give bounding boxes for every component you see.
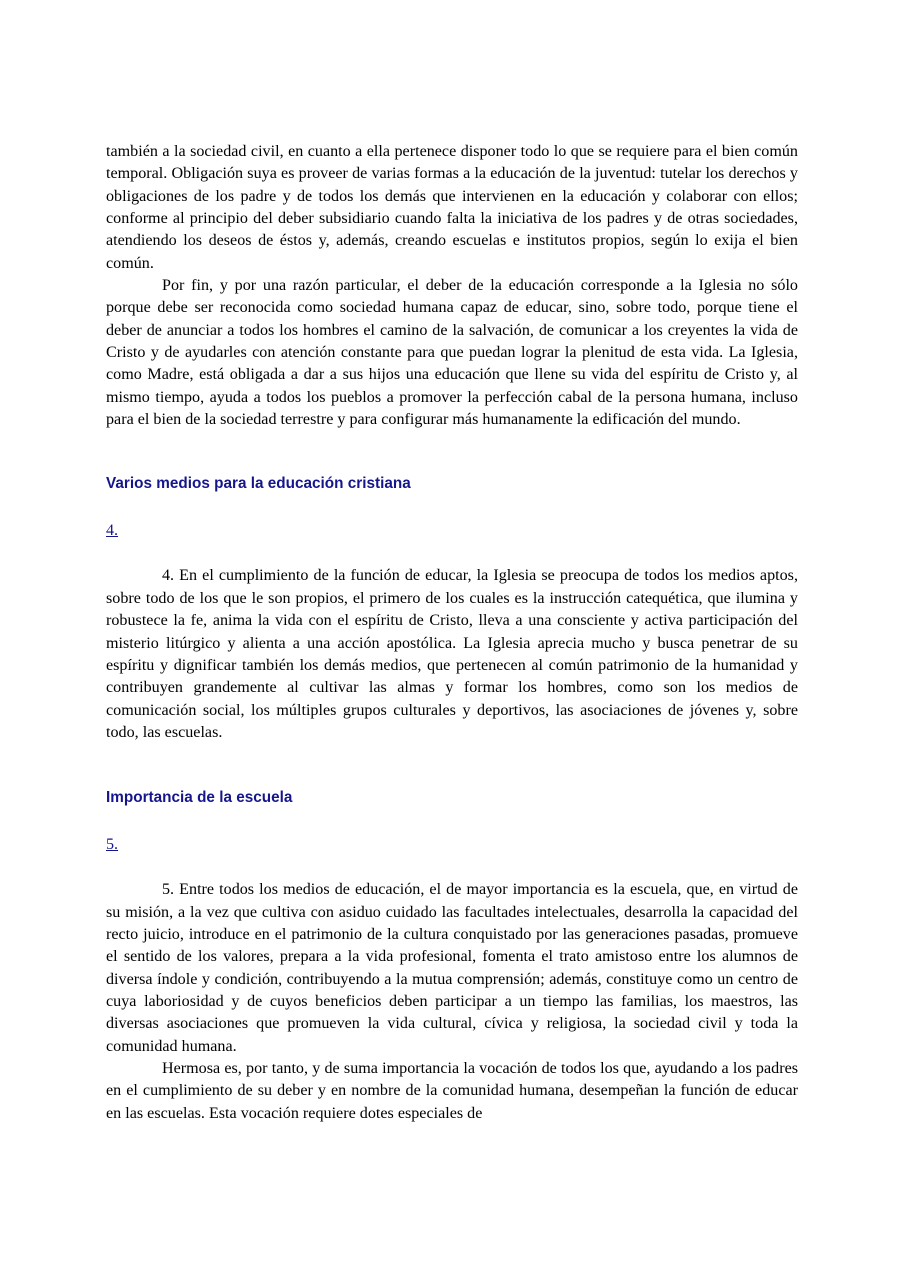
section-number-link-5[interactable]: 5.: [106, 836, 119, 854]
section-number-link-4[interactable]: 4.: [106, 522, 119, 540]
paragraph-hermosa: Hermosa es, por tanto, y de suma importancia la vocación de todos los que, ayudando a los padres en el cumplimiento de su deber y en nombre de la comunidad humana, desempeñan la función de educar en las escuelas. Esta vocación requiere dotes especiales de: [106, 1059, 798, 1122]
spacer: [106, 744, 798, 788]
paragraph-5: 5. Entre todos los medios de educación, el de mayor importancia es la escuela, que, en virtud de su misión, a la vez que cultiva con asiduo cuidado las facultades intelectuales, desarrolla la capacidad del recto juicio, introduce en el patrimonio de la cultura conquistado por las generaciones pasadas, promueve el sentido de los valores, prepara a la vida profesional, fomenta el trato amistoso entre los alumnos de diversa índole y condición, contribuyendo a la mutua comprensión; además, constituye como un centro de cuya laboriosidad y de cuyos beneficios deben participar a un tiempo las familias, los maestros, las diversas asociaciones que promueven la vida cultural, cívica y religiosa, la sociedad civil y toda la comunidad humana.: [106, 881, 798, 1055]
paragraph-4: 4. En el cumplimiento de la función de educar, la Iglesia se preocupa de todos los medios aptos, sobre todo de los que le son propios, el primero de los cuales es la instrucción catequética, que ilumina y robustece la fe, anima la vida con el espíritu de Cristo, lleva a una consciente y activa participación del misterio litúrgico y alienta a una acción apostólica. La Iglesia aprecia mucho y busca penetrar de su espíritu y dignificar también los demás medios, que pertenecen al común patrimonio de la humanidad y contribuyen grandemente al cultivar las almas y formar los hombres, como son los medios de comunicación social, los múltiples grupos culturales y deportivos, las asociaciones de jóvenes y, sobre todo, las escuelas.: [106, 567, 798, 741]
heading-importancia-escuela: Importancia de la escuela: [106, 789, 293, 807]
spacer: [106, 431, 798, 474]
paragraph-intro-continued: también a la sociedad civil, en cuanto a ella pertenece disponer todo lo que se requiere para el bien común temporal. Obligación suya es proveer de varias formas a la educación de la juventud: tutelar los derechos y obligaciones de los padre y de todos los demás que intervienen en la educación y colaborar con ellos; conforme al principio del deber subsidiario cuando falta la iniciativa de los padres y de otras sociedades, atendiendo los deseos de éstos y, además, creando escuelas e institutos propios, según lo exija el bien común.: [106, 143, 798, 272]
anchor-row-4: [106, 521, 798, 541]
spacer: [106, 541, 798, 565]
spacer: [106, 494, 798, 521]
paragraph-por-fin: Por fin, y por una razón particular, el deber de la educación corresponde a la Iglesia no sólo porque debe ser reconocida como sociedad humana capaz de educar, sino, sobre todo, porque tiene el deber de anunciar a todos los hombres el camino de la salvación, de comunicar a los creyentes la vida de Cristo y de ayudarles con atención constante para que puedan lograr la plenitud de esta vida. La Iglesia, como Madre, está obligada a dar a sus hijos una educación que llene su vida del espíritu de Cristo y, al mismo tiempo, ayuda a todos los pueblos a promover la perfección cabal de la persona humana, incluso para el bien de la sociedad terrestre y para configurar más humanamente la edificación del mundo.: [106, 277, 798, 429]
anchor-row-5: [106, 835, 798, 855]
heading-varios-medios: Varios medios para la educación cristiana: [106, 475, 411, 493]
spacer: [106, 808, 798, 835]
spacer: [106, 855, 798, 879]
text-column: [106, 141, 798, 1125]
